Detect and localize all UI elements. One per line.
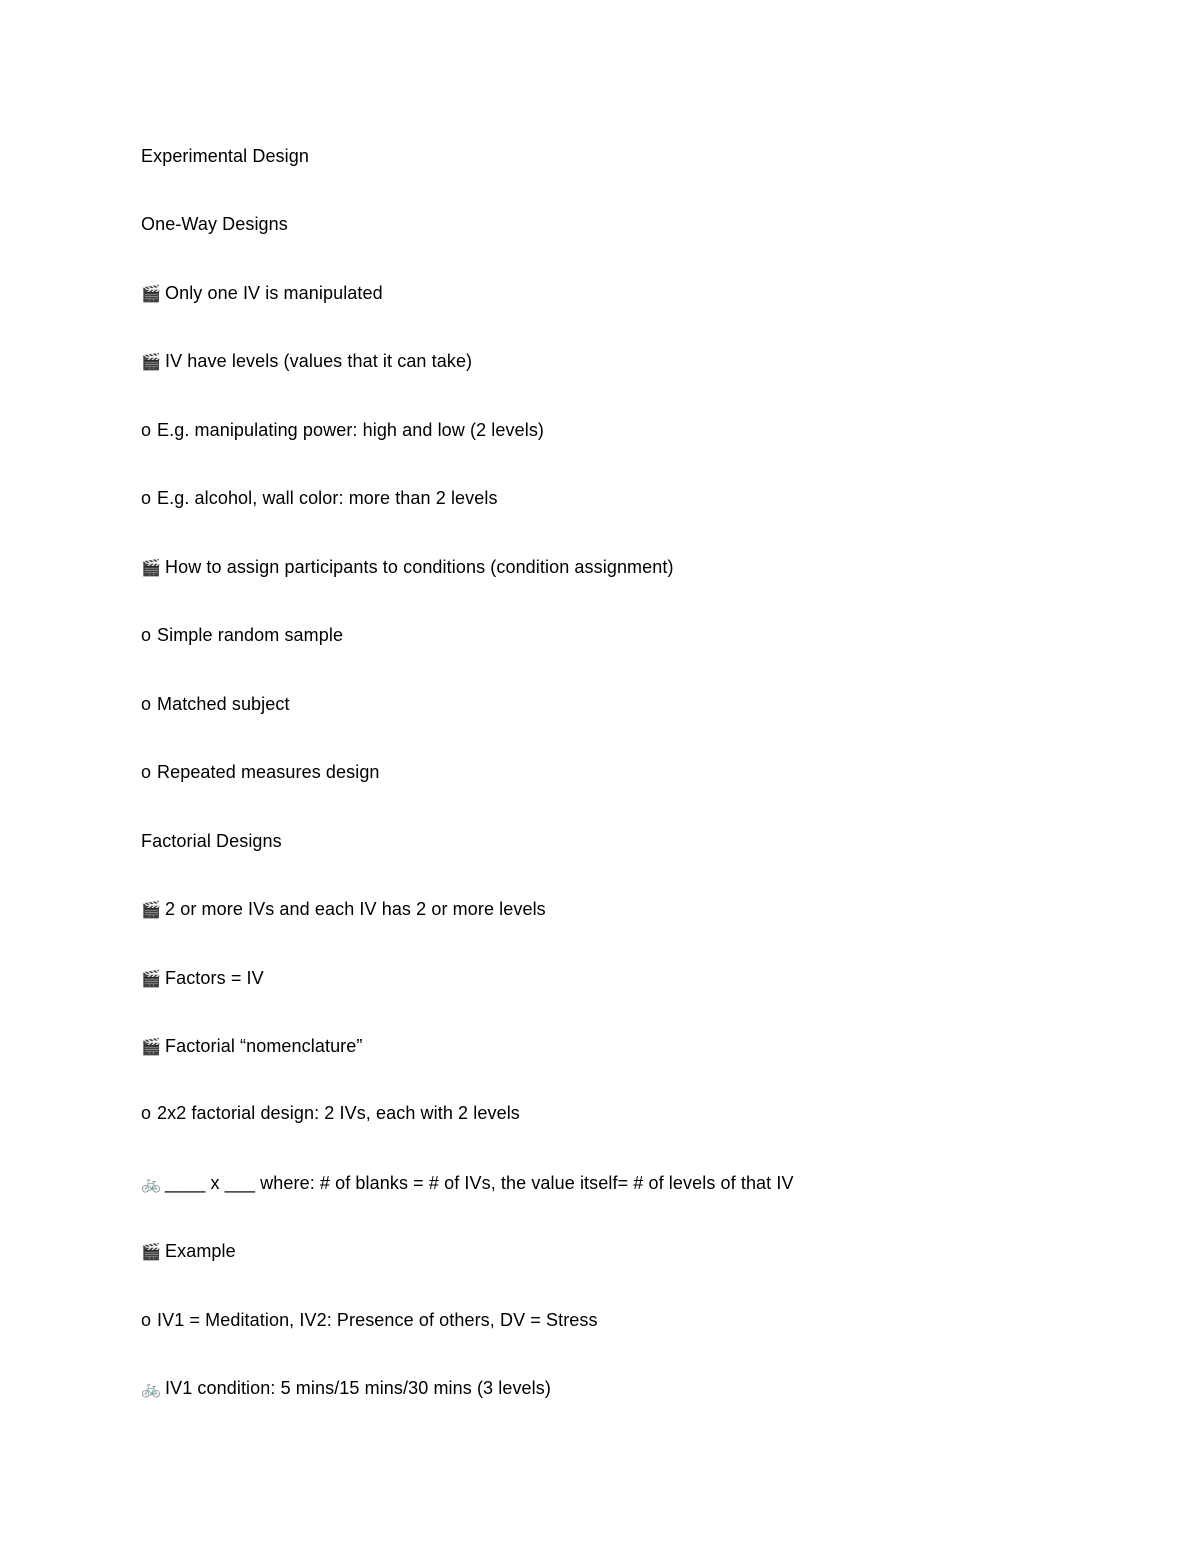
bullet-line: [141, 1237, 236, 1265]
line-text: Repeated measures design: [157, 762, 380, 782]
section-heading-one-way: [141, 210, 288, 238]
bicycle-icon: 🚲: [141, 1176, 162, 1193]
line-text: 2 or more IVs and each IV has 2 or more levels: [165, 899, 546, 919]
line-text: E.g. manipulating power: high and low (2 levels): [157, 420, 545, 440]
sub-bullet-marker: o: [141, 488, 152, 508]
sub-bullet-marker: o: [141, 1103, 152, 1123]
sub-bullet-marker: o: [141, 625, 152, 645]
bicycle-icon: 🚲: [141, 1381, 162, 1398]
sub-bullet-line: [141, 758, 380, 786]
bullet-line: [141, 964, 264, 992]
line-text: Only one IV is manipulated: [165, 283, 383, 303]
bullet-line: [141, 279, 383, 307]
sub-bullet-line: [141, 484, 498, 512]
line-text: ____ x ___ where: # of blanks = # of IVs, the value itself= # of levels of that IV: [165, 1173, 794, 1193]
clapperboard-icon: 🎬: [141, 1244, 162, 1261]
sub-bullet-marker: o: [141, 694, 152, 714]
section-heading-factorial: [141, 827, 282, 855]
line-text: Matched subject: [157, 694, 290, 714]
sub-bullet-line: [141, 690, 290, 718]
line-text: E.g. alcohol, wall color: more than 2 levels: [157, 488, 498, 508]
sub-bullet-line: [141, 1306, 598, 1334]
line-text: One-Way Designs: [141, 214, 288, 234]
clapperboard-icon: 🎬: [141, 971, 162, 988]
bullet-line: [141, 347, 472, 375]
sub-bullet-line: [141, 416, 544, 444]
clapperboard-icon: 🎬: [141, 560, 162, 577]
sub-sub-bullet-line: [141, 1374, 551, 1402]
clapperboard-icon: 🎬: [141, 354, 162, 371]
sub-bullet-line: [141, 621, 343, 649]
sub-bullet-marker: o: [141, 762, 152, 782]
sub-bullet-line: [141, 1099, 520, 1127]
line-text: Factors = IV: [165, 968, 264, 988]
clapperboard-icon: 🎬: [141, 1039, 162, 1056]
line-text: Simple random sample: [157, 625, 344, 645]
bullet-line: [141, 895, 546, 923]
sub-bullet-marker: o: [141, 420, 152, 440]
sub-bullet-marker: o: [141, 1310, 152, 1330]
bullet-line: [141, 553, 674, 581]
line-text: Factorial Designs: [141, 831, 282, 851]
line-text: Experimental Design: [141, 146, 309, 166]
line-text: Example: [165, 1241, 236, 1261]
document-title: [141, 142, 309, 170]
line-text: How to assign participants to conditions (condition assignment): [165, 557, 674, 577]
line-text: IV1 condition: 5 mins/15 mins/30 mins (3 levels): [165, 1378, 551, 1398]
sub-sub-bullet-line: [141, 1169, 794, 1197]
line-text: IV1 = Meditation, IV2: Presence of others, DV = Stress: [157, 1310, 598, 1330]
line-text: Factorial “nomenclature”: [165, 1036, 363, 1056]
clapperboard-icon: 🎬: [141, 902, 162, 919]
clapperboard-icon: 🎬: [141, 286, 162, 303]
bullet-line: [141, 1032, 362, 1060]
line-text: IV have levels (values that it can take): [165, 351, 473, 371]
line-text: 2x2 factorial design: 2 IVs, each with 2 levels: [157, 1103, 520, 1123]
